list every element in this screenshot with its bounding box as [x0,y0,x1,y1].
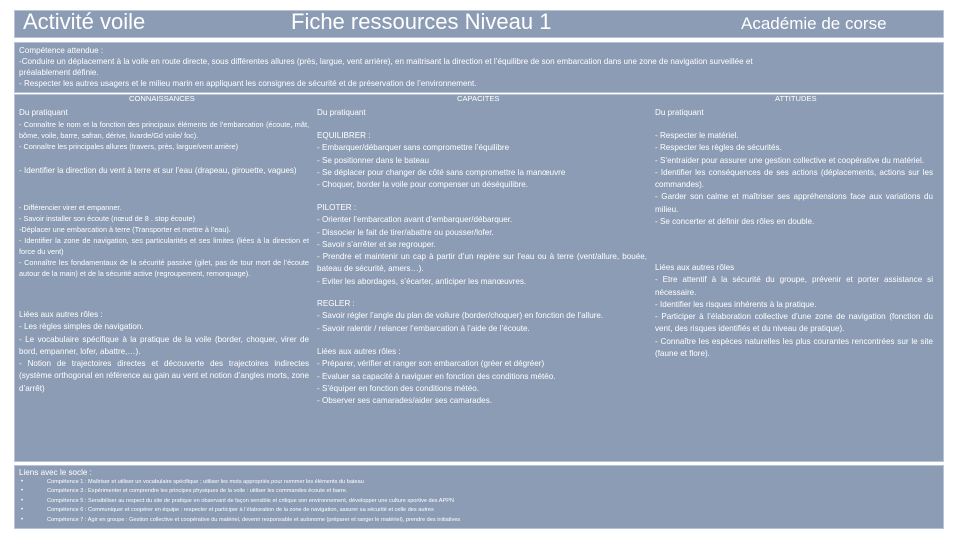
list-item [19,497,939,506]
knowledge-item: - Identifier la direction du vent à terre et sur l’eau (drapeau, girouette, vagues) [19,166,297,175]
knowledge-item: -Déplacer une embarcation à terre (Transporter et mettre à l’eau). [19,225,231,234]
capacity-item: - Prendre et maintenir un cap à partir d’un repère sur l’eau ou à terre (vent/allure, bouée, bateau de sécurité, amers…). [317,252,647,274]
knowledge-item: - Identifier la zone de navigation, ses particularités et ses limites (liées à la direction et force du vent) [19,236,309,256]
bullet-icon: • [21,516,24,523]
knowledge-item: - Connaître le nom et la fonction des principaux éléments de l’embarcation (écoute, mât, bôme, voile, barre, safran, dérive, livarde/Gd voile/ foc). [19,120,309,140]
list-item [19,478,939,487]
competence-label: Compétence attendue : [19,46,104,55]
connaissances-block-2 [19,157,309,185]
capacity-item: - S’équiper en fonction des conditions météo. [317,383,479,393]
attitudes-column [655,95,933,461]
attitude-item: - Etre attentif à la sécurité du groupe, prévenir et porter assistance si nécessaire. [655,275,933,297]
capacites-piloter [317,202,647,288]
socle-link-text: Compétence 7 : Agir en groupe : Gestion collective et coopérative du matériel, devenir responsable et autonome (préparer et ranger le matériel), prendre des initiatives [47,516,461,523]
bullet-icon: • [21,507,24,514]
attitude-item: - Se concerter et définir des rôles en double. [655,217,815,227]
socle-links-title: Liens avec le socle : [19,468,92,477]
capacity-item: - Savoir s’arrêter et se regrouper. [317,239,436,249]
competence-line: - Respecter les autres usagers et le milieu marin en appliquant les consignes de sécurité et de préservation de l’environnement. [19,79,477,88]
socle-link-text: Compétence 6 : Communiquer et coopérer en équipe : respecter et participer à l’élaboration de la zone de navigation, assurer sa sécurité et celle des autres [47,507,434,514]
attitude-item: - Identifier les risques inhérents à la pratique. [655,299,817,309]
capacity-item: - Choquer, border la voile pour compenser un déséquilibre. [317,180,529,190]
capacites-equilibrer [317,130,647,191]
capacites-subheading: Du pratiquant [317,108,366,117]
socle-link-text: Compétence 5 : Sensibiliser au respect du site de pratique en observant de façon sensible et critique son environnement, développer une culture sportive des APPN [47,497,455,504]
competence-line: -Conduire un déplacement à la voile en route directe, sous différentes allures (près, largue, vent arrière), en maitrisant la direction et l’équilibre de son embarcation dans une zone de navigation surveillée et [19,57,753,66]
competence-line: préalablement définie. [19,68,99,77]
competence-box [14,42,944,93]
capacity-item: - Dissocier le fait de tirer/abattre ou pousser/lofer. [317,227,494,237]
list-item [19,516,939,525]
knowledge-item: - Différencier virer et empanner. [19,203,122,212]
knowledge-item: - Connaître les fondamentaux de la sécurité passive (gilet, pas de tour mort de l’écoute autour de la main) et de la sécurité active (regroupement, remorquage). [19,258,309,278]
attitudes-subheading: Du pratiquant [655,108,704,117]
socle-link-text: Compétence 3 : Expérimenter et comprendre les principes physiques de la voile : utiliser les commandes écoute et barre. [47,488,348,495]
connaissances-block-1 [19,119,309,152]
capacity-item: - Savoir régler l’angle du plan de voilure (border/choquer) en fonction de l’allure. [317,311,604,321]
bullet-icon: • [21,497,24,504]
capacity-item: - Se déplacer pour changer de côté sans compromettre la manœuvre [317,167,566,177]
capacity-item: Liées aux autres rôles : [317,347,401,356]
academy-name: Académie de corse [741,14,887,33]
knowledge-item: - Le vocabulaire spécifique à la pratique de la voile (border, choquer, virer de bord, empanner, lofer, abattre,…). [19,334,309,356]
attitude-item: - Connaître les espèces naturelles les plus courantes rencontrées sur le site (faune et flore). [655,336,933,359]
capacites-regler [317,298,647,335]
resources-table [14,94,944,462]
knowledge-item: - Les règles simples de navigation. [19,322,144,332]
capacity-item: PILOTER : [317,203,357,212]
attitude-item: - Garder son calme et maîtriser ses appréhensions face aux variations du milieu. [655,192,933,214]
capacity-item: - Observer ses camarades/aider ses camarades. [317,396,492,406]
capacity-item: EQUILIBRER : [317,131,371,140]
knowledge-item: - Notion de trajectoires directes et découverte des trajectoires indirectes (système orthogonal en référence au gain au vent et notion d’angles morts, zone d’arrêt) [19,359,309,393]
socle-link-text: Compétence 1 : Maîtriser et utiliser un vocabulaire spécifique ; utiliser les mots appropriés pour nommer les éléments du bateau [47,479,364,485]
bullet-icon: • [21,479,24,485]
sheet-title: Fiche ressources Niveau 1 [291,9,552,34]
activity-title: Activité voile [23,9,146,34]
attitude-item: - Respecter les règles de sécurités. [655,143,782,153]
attitudes-block-1 [655,130,933,228]
capacites-heading: CAPACITES [457,94,500,103]
list-item [19,487,939,496]
capacity-item: - Evaluer sa capacité à naviguer en fonction des conditions météo. [317,371,556,381]
capacites-column [317,95,647,461]
capacites-autres [317,346,647,407]
capacity-item: - Orienter l’embarcation avant d’embarquer/débarquer. [317,215,513,225]
title-bar [14,10,944,38]
connaissances-subheading: Du pratiquant [19,108,68,117]
attitude-item: - Identifier les conséquences de ses actions (déplacements, actions sur les commandes). [655,167,933,190]
knowledge-item: - Connaître les principales allures (travers, près, largue/vent arrière) [19,142,238,151]
connaissances-heading: CONNAISSANCES [129,94,195,103]
bullet-icon: • [21,488,24,495]
capacity-item: - Savoir ralentir / relancer l’embarcation à l’aide de l’écoute. [317,323,530,333]
capacity-item: - Se positionner dans le bateau [317,155,430,165]
capacity-item: REGLER : [317,299,355,308]
attitudes-block-2 [655,262,933,360]
list-item [19,506,939,515]
connaissances-block-4 [19,309,309,395]
attitude-item: - Participer à l’élaboration collective d’une zone de navigation (fonction du vent, des risques identifiés et du niveau de pratique). [655,312,933,334]
connaissances-column [19,95,309,461]
attitude-item: - Respecter le matériel. [655,131,739,140]
attitude-item: Liées aux autres rôles [655,263,735,272]
capacity-item: - Embarquer/débarquer sans compromettre l’équilibre [317,143,510,153]
connaissances-block-3 [19,202,309,279]
socle-links-list [19,478,939,525]
knowledge-item: Liées aux autres rôles : [19,310,103,319]
attitudes-heading: ATTITUDES [775,94,817,103]
capacity-item: - Préparer, vérifier et ranger son embarcation (gréer et dégréer) [317,359,545,369]
capacity-item: - Eviter les abordages, s’écarter, anticiper les manœuvres. [317,276,527,286]
knowledge-item: - Savoir installer son écoute (nœud de 8 . stop écoute) [19,214,196,223]
socle-links-box [14,465,944,529]
attitude-item: - S’entraider pour assurer une gestion collective et coopérative du matériel. [655,155,925,165]
